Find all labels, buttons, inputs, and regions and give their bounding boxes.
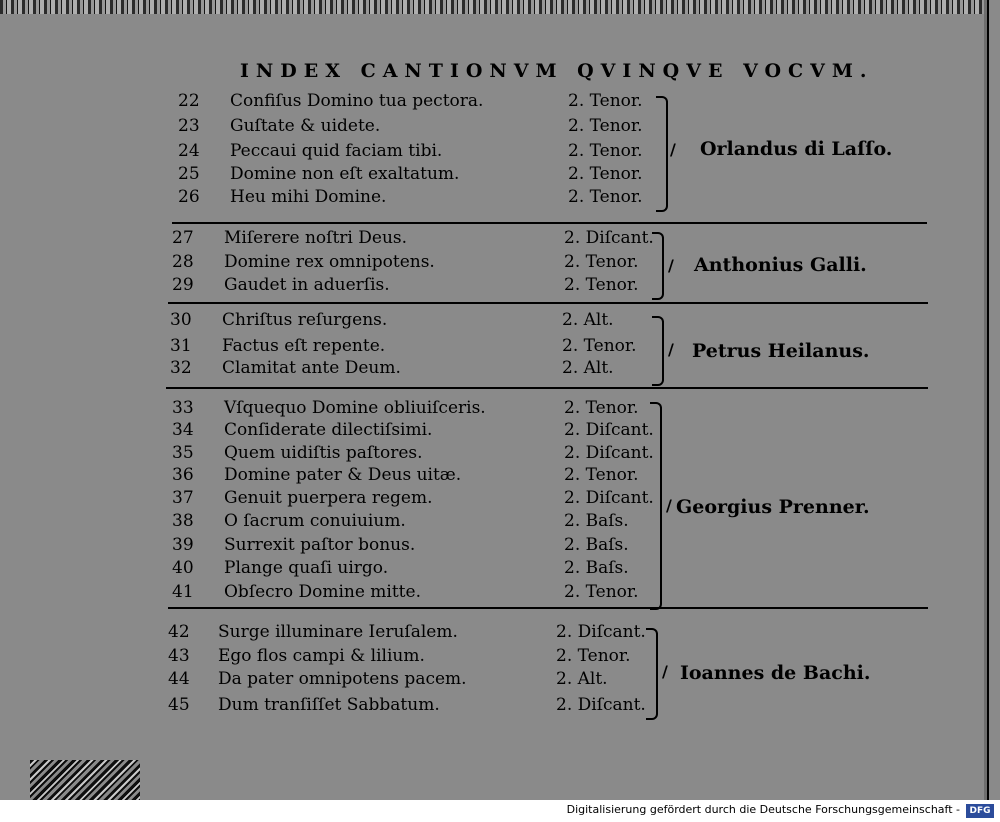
entry-voice: 2. Tenor. (564, 398, 639, 418)
entry-title: Miſerere noſtri Deus. (224, 228, 408, 248)
entry-number: 28 (172, 252, 194, 272)
entry-number: 26 (178, 187, 200, 207)
entry-voice: 2. Tenor. (568, 164, 643, 184)
entry-title: O ſacrum conuiuium. (224, 511, 406, 531)
entry-number: 23 (178, 116, 200, 136)
entry-title: Dum tranſiſſet Sabbatum. (218, 695, 440, 715)
entry-voice: 2. Alt. (562, 358, 614, 378)
entry-number: 33 (172, 398, 194, 418)
entry-voice: 2. Baſs. (564, 535, 629, 555)
entry-title: Confiſus Domino tua pectora. (230, 91, 484, 111)
entry-number: 22 (178, 91, 200, 111)
entry-voice: 2. Diſcant. (564, 443, 654, 463)
section-divider (166, 387, 928, 389)
group-bracket (652, 232, 664, 300)
entry-number: 25 (178, 164, 200, 184)
entry-title: Vſquequo Domine obliuiſceris. (224, 398, 486, 418)
entry-number: 35 (172, 443, 194, 463)
entry-voice: 2. Diſcant. (564, 488, 654, 508)
composer-name: Georgius Prenner. (676, 496, 870, 518)
entry-number: 36 (172, 465, 194, 485)
scan-edge-top (0, 0, 1000, 14)
entry-title: Gaudet in aduerſis. (224, 275, 390, 295)
entry-title: Heu mihi Domine. (230, 187, 387, 207)
entry-voice: 2. Tenor. (564, 465, 639, 485)
footer-bar (0, 800, 1000, 822)
entry-voice: 2. Tenor. (568, 187, 643, 207)
composer-name: Anthonius Galli. (694, 254, 867, 276)
entry-title: Domine pater & Deus uitæ. (224, 465, 462, 485)
entry-voice: 2. Alt. (556, 669, 608, 689)
entry-number: 34 (172, 420, 194, 440)
entry-number: 38 (172, 511, 194, 531)
entry-voice: 2. Tenor. (556, 646, 631, 666)
scan-edge-right (984, 0, 1000, 800)
entry-title: Peccaui quid faciam tibi. (230, 141, 443, 161)
entry-number: 30 (170, 310, 192, 330)
entry-number: 31 (170, 336, 192, 356)
bracket-pointer: / (668, 256, 674, 275)
entry-voice: 2. Alt. (562, 310, 614, 330)
page-title: INDEX CANTIONVM QVINQVE VOCVM. (240, 60, 874, 82)
dfg-logo: DFG (966, 804, 994, 818)
entry-title: Conſiderate dilectiſsimi. (224, 420, 433, 440)
entry-title: Domine rex omnipotens. (224, 252, 435, 272)
scan-ornament-corner (30, 760, 140, 804)
entry-voice: 2. Diſcant. (556, 695, 646, 715)
entry-title: Surge illuminare Ieruſalem. (218, 622, 458, 642)
entry-voice: 2. Diſcant. (556, 622, 646, 642)
entry-voice: 2. Diſcant. (564, 228, 654, 248)
entry-title: Clamitat ante Deum. (222, 358, 401, 378)
bracket-pointer: / (668, 340, 674, 359)
entry-number: 43 (168, 646, 190, 666)
group-bracket (646, 628, 658, 720)
entry-title: Ego flos campi & lilium. (218, 646, 425, 666)
bracket-pointer: / (670, 140, 676, 159)
entry-voice: 2. Tenor. (564, 275, 639, 295)
entry-voice: 2. Tenor. (568, 91, 643, 111)
entry-number: 41 (172, 582, 194, 602)
composer-name: Petrus Heilanus. (692, 340, 870, 362)
entry-title: Domine non eſt exaltatum. (230, 164, 460, 184)
entry-title: Plange quaſi uirgo. (224, 558, 389, 578)
composer-name: Ioannes de Bachi. (680, 662, 871, 684)
group-bracket (650, 402, 662, 610)
entry-number: 37 (172, 488, 194, 508)
entry-title: Chriſtus reſurgens. (222, 310, 388, 330)
entry-title: Genuit puerpera regem. (224, 488, 433, 508)
section-divider (168, 302, 928, 304)
entry-number: 27 (172, 228, 194, 248)
entry-number: 24 (178, 141, 200, 161)
section-divider (172, 222, 927, 224)
entry-voice: 2. Tenor. (564, 252, 639, 272)
entry-number: 39 (172, 535, 194, 555)
bracket-pointer: / (662, 662, 668, 681)
entry-number: 44 (168, 669, 190, 689)
entry-number: 40 (172, 558, 194, 578)
entry-number: 29 (172, 275, 194, 295)
entry-voice: 2. Tenor. (562, 336, 637, 356)
entry-number: 45 (168, 695, 190, 715)
entry-title: Quem uidiſtis paſtores. (224, 443, 423, 463)
entry-title: Guſtate & uidete. (230, 116, 381, 136)
entry-title: Surrexit paſtor bonus. (224, 535, 416, 555)
entry-voice: 2. Tenor. (568, 141, 643, 161)
entry-voice: 2. Diſcant. (564, 420, 654, 440)
entry-number: 42 (168, 622, 190, 642)
entry-number: 32 (170, 358, 192, 378)
bracket-pointer: / (666, 496, 672, 515)
entry-voice: 2. Baſs. (564, 511, 629, 531)
entry-title: Obſecro Domine mitte. (224, 582, 421, 602)
group-bracket (652, 316, 664, 386)
entry-title: Factus eſt repente. (222, 336, 386, 356)
entry-voice: 2. Tenor. (568, 116, 643, 136)
entry-voice: 2. Tenor. (564, 582, 639, 602)
group-bracket (656, 96, 668, 212)
composer-name: Orlandus di Laſſo. (700, 138, 893, 160)
section-divider (168, 607, 928, 609)
entry-title: Da pater omnipotens pacem. (218, 669, 467, 689)
entry-voice: 2. Baſs. (564, 558, 629, 578)
funding-notice: Digitalisierung gefördert durch die Deutsche Forschungsgemeinschaft - (566, 803, 960, 816)
